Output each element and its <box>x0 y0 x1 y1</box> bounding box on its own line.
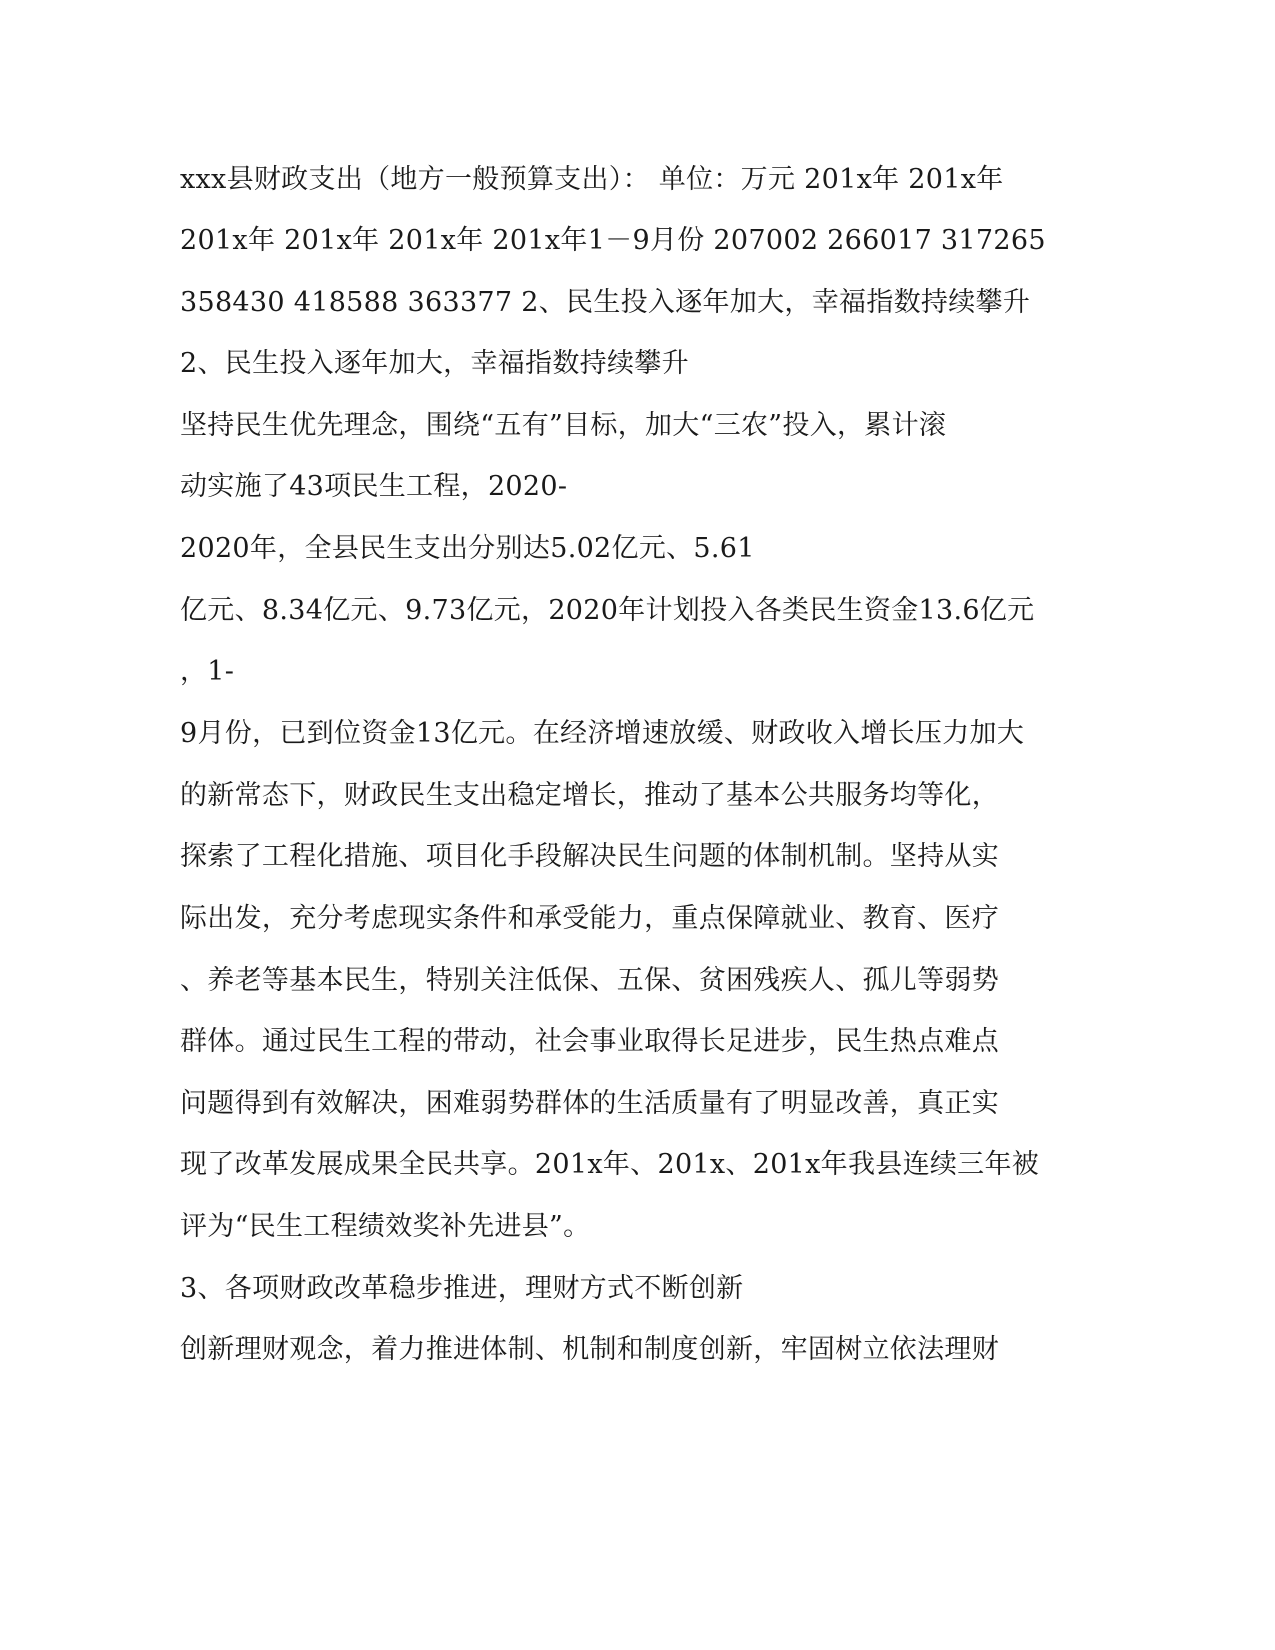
text-line: ，1- <box>180 656 235 687</box>
section-heading: 2、民生投入逐年加大，幸福指数持续攀升 <box>180 348 689 379</box>
text-line: 探索了工程化措施、项目化手段解决民生问题的体制机制。坚持从实 <box>180 841 999 872</box>
text-line: 问题得到有效解决，困难弱势群体的生活质量有了明显改善，真正实 <box>180 1088 999 1119</box>
text-line: 、养老等基本民生，特别关注低保、五保、贫困残疾人、孤儿等弱势 <box>180 965 999 996</box>
text-line: 群体。通过民生工程的带动，社会事业取得长足进步，民生热点难点 <box>180 1026 999 1057</box>
text-line: 的新常态下，财政民生支出稳定增长，推动了基本公共服务均等化， <box>180 780 999 811</box>
text-line: 坚持民生优先理念，围绕“五有”目标，加大“三农”投入，累计滚 <box>180 410 947 441</box>
text-line: 2020年，全县民生支出分别达5.02亿元、5.61 <box>180 533 755 564</box>
text-line: 创新理财观念，着力推进体制、机制和制度创新，牢固树立依法理财 <box>180 1334 999 1365</box>
text-line: 评为“民生工程绩效奖补先进县”。 <box>180 1211 591 1242</box>
text-line: 现了改革发展成果全民共享。201x年、201x、201x年我县连续三年被 <box>180 1149 1040 1180</box>
text-line: 358430 418588 363377 2、民生投入逐年加大，幸福指数持续攀升 <box>180 287 1031 318</box>
text-line: 亿元、8.34亿元、9.73亿元，2020年计划投入各类民生资金13.6亿元 <box>180 595 1035 626</box>
text-line: 9月份，已到位资金13亿元。在经济增速放缓、财政收入增长压力加大 <box>180 718 1025 749</box>
text-line: 动实施了43项民生工程，2020- <box>180 471 568 502</box>
text-line: 201x年 201x年 201x年 201x年1－9月份 207002 266017 317265 <box>180 225 1046 256</box>
text-line: 际出发，充分考虑现实条件和承受能力，重点保障就业、教育、医疗 <box>180 903 999 934</box>
section-heading: 3、各项财政改革稳步推进，理财方式不断创新 <box>180 1273 744 1304</box>
text-line: xxx县财政支出（地方一般预算支出）： 单位：万元 201x年 201x年 <box>180 164 1004 195</box>
